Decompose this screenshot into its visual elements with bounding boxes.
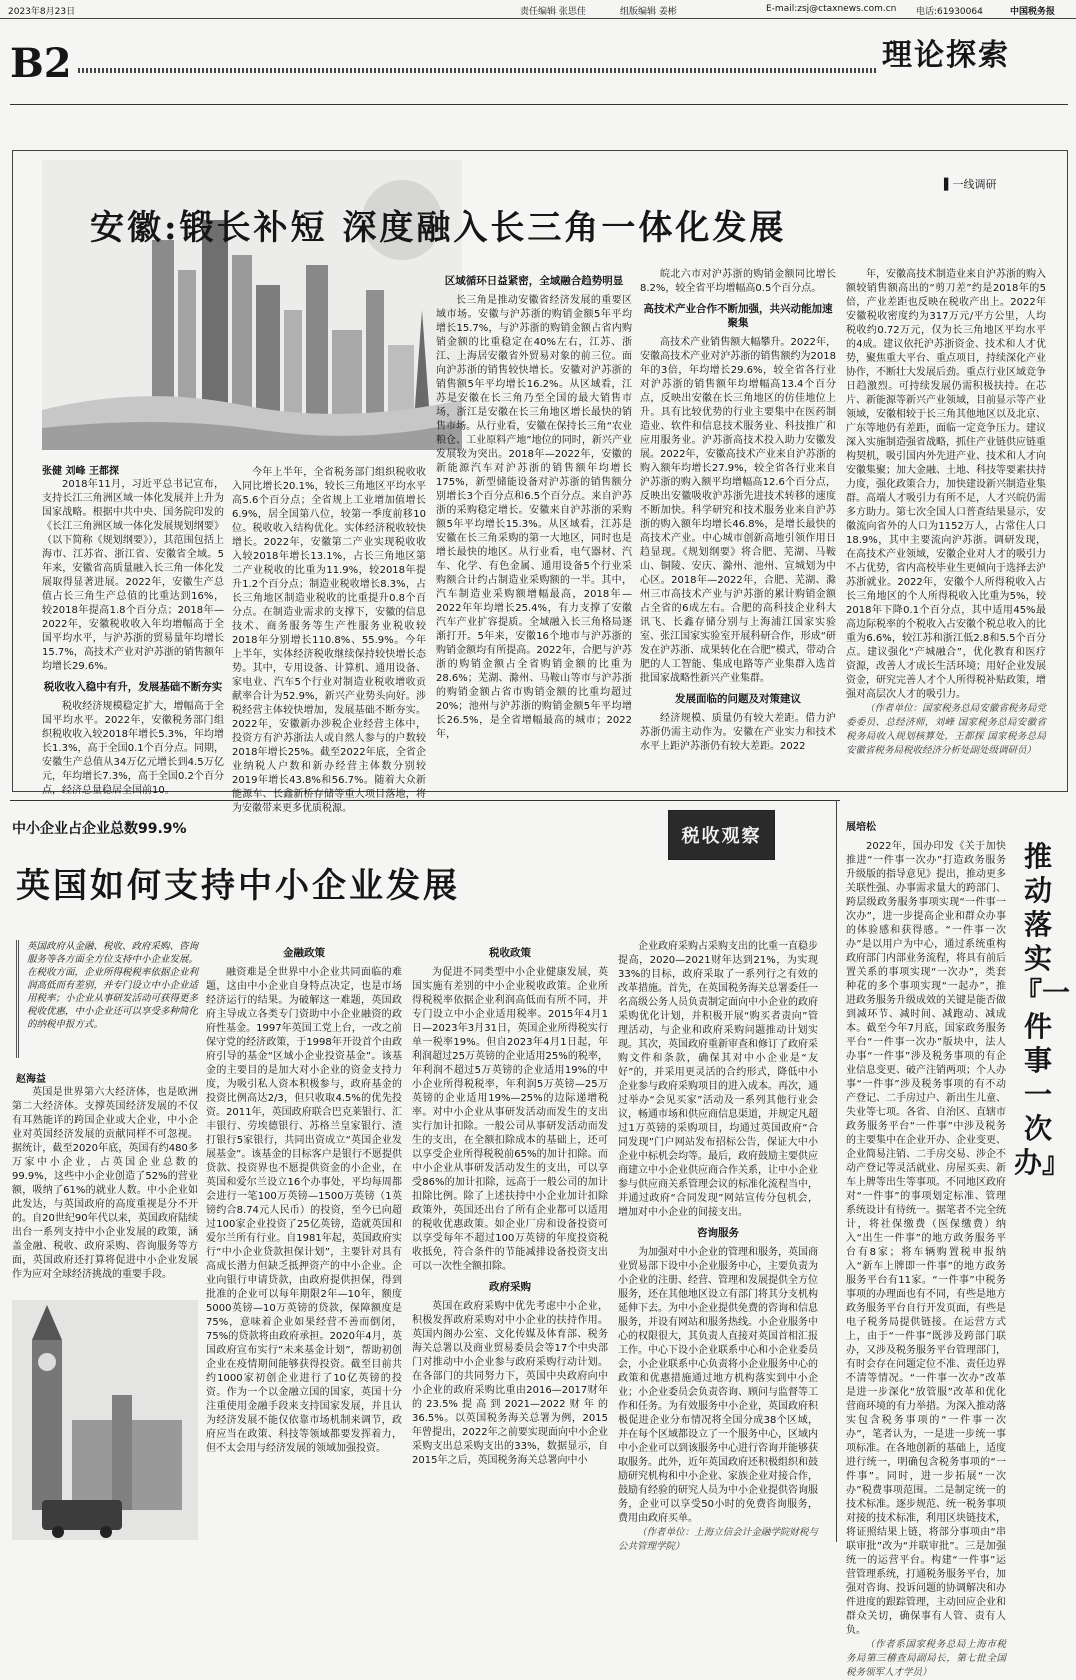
masthead-bar	[0, 0, 1076, 19]
upper-col-2	[232, 466, 426, 814]
lower-byline: 赵海益	[16, 1074, 46, 1085]
right-title-text: 推动落实『一件事一次办』	[1014, 840, 1071, 1179]
section-heading: 区域循环日益紧密，全域融合趋势明显	[444, 275, 624, 287]
article-abstract: 英国政府从金融、税收、政府采购、咨询服务等各方面全方位支持中小企业发展。在税收方面，企业所得税税率依据企业利润高低而有差别，并专门设立中小企业适用税率；小企业从事研发活动可获得更多税收优惠，中小企业还可以享受多种简化的纳税申报方式。	[16, 940, 203, 1058]
section-heading: 高技术产业合作不断加强，共兴动能加速聚集	[643, 303, 833, 329]
paragraph: 高技术产业销售额大幅攀升。2022年，安徽高技术产业对沪苏浙的销售额约为2018年的3倍，年均增长29.6%，较全省各行业对沪苏浙的销售额年均增幅高13.4个百分点，反映出安徽在长三角地区的仿佳地位上升。具有比较优势的行业主要集中在医药制造业、软件和信息技术服务业、科技推广和应用服务业。沪苏浙高技术投入助力安徽发展。2022年，安徽高技术产业来自沪苏浙的购入额年均增长27.9%，较全省各行业来自沪苏浙的购入额平均增幅高12.6个百分点，反映出安徽吸收沪苏浙先进技术转移的速度不断加快。科学研究和技术服务业来自沪苏浙的购入额年均增长46.8%，是增长最快的高技术产业。中心城市创新高地引领作用日趋显现。《规划纲要》将合肥、芜湖、马鞍山、铜陵、安庆、滁州、池州、宣城划为中心区。2018年—2022年，合肥、芜湖、滁州三市高技术产业与沪苏浙的累计购销金额占全省的6成左右。合肥的高科技企业科大讯飞、长鑫存储分别与上海浦江国家实验室、张江国家实验室开展科研合作，形成“研发在沪苏浙、成果转化在合肥”模式，带动合肥的人工智能、集成电路等产业集群入选首批国家战略性新兴产业集群。	[640, 337, 836, 684]
section-title: 理论探索	[882, 38, 1010, 73]
section-heading: 金融政策	[283, 947, 325, 959]
divider	[10, 800, 840, 801]
section-heading: 政府采购	[489, 1281, 531, 1293]
masthead-paper: 中国税务报	[1010, 7, 1056, 17]
masthead-email: E-mail:zsj@ctaxnews.com.cn	[766, 4, 897, 14]
column-rule	[836, 800, 837, 1542]
masthead-phone: 电话:61930064	[916, 7, 983, 17]
paragraph: 2022年，国办印发《关于加快推进“一件事一次办”打造政务服务升级版的指导意见》提出，推动更多关联性强、办事需求量大的跨部门、跨层级政务服务事项实现“一件事一次办”，进一步提高企业和群众办事的体验感和获得感。“一件事一次办”是以用户为中心，通过系统重构政府部门内部业务流程，将具有前后置关系的事项实现“一次办”，类套种花的多个事项实现“一起办”，推进政务服务升级成效的关键是能否做到减环节、减时间、减跑动、减成本。截至今年7月底，国家政务服务平台“一件事一次办”版块中，法人办事“一件事”涉及税务事项的有企业信息变更、破产注销两项；个人办事“一件事”涉及税务事项的有不动产登记、二手房过户、新出生儿童、失业等七项。各省、自治区、直辖市政务服务平台“一件事”中涉及税务的主要集中在企业开办、企业变更、企业简易注销、二手房交易、涉企不动产登记等灵活就业、房屋买卖、新车上牌等出生等事项。不同地区政府对“一件事”的事项划定标准、管理系统设计有待统一。据笔者不完全统计，将社保缴费（医保缴费）纳入“出生一件事”的地方政务服务平台有8家；将车辆购置税申报纳入“新车上牌即一件事”的地方政务服务平台有11家。“一件事”中税务事项的办理面也有不同，有些是地方政务服务平台自行开发页面，有些是电子税务局提供链接。在运营方式上，由于“一件事”既涉及跨部门联办，又涉及税务服务平台管理部门，有时会存在问题定位不准、责任边界不清等情况。“一件事一次办”改革是进一步深化“放管服”改革和优化营商环境的有力举措。为深入推动落实包含税务事项的“一件事一次办”，笔者认为，一是进一步统一事项标准。在各地创新的基础上，适度进行统一，明确包含税务事项的“一件事”。同时，进一步拓展“一次办”税费事项范围。二是制定统一的技术标准。逐步规范、统一税务事项对接的技术标准，利用区块链技术，将证照结果上链，将部分事项由“串联审批”改为“并联审批”。三是加强统一的运营平台。构建“一件事”运营管理系统，打通税务服务平台，加强对咨询、投诉问题的协调解决和办件进度的跟踪管理，主动回应企业和群众关切，确保事有人管、责有人负。	[846, 841, 1006, 1636]
upper-col-3	[436, 268, 632, 786]
upper-col-5	[846, 268, 1046, 786]
author-note: （作者单位：上海立信会计金融学院财税与公共管理学院）	[618, 1527, 818, 1552]
lower-col-4	[618, 940, 818, 1552]
page-code: B2	[10, 40, 72, 87]
author-note: （作者单位：国家税务总局安徽省税务局党委委员、总经济师，刘峰 国家税务总局安徽省税务局收入规划核算处，王都探 国家税务总局安徽省税务局税收经济分析处副处级调研员）	[846, 703, 1046, 756]
paragraph: 英国在政府采购中优先考虑中小企业，积极发挥政府采购对中小企业的扶持作用。英国内阁办公室、文化传媒及体育部、税务海关总署以及商业贸易委员会等17个中央部门对推动中小企业参与政府采购行动计划。在各部门的共同努力下，英国中央政府向中小企业的政府采购比重由2016—2017财年的23.5%提高到2021—2022财年的36.5%。以英国税务海关总署为例，2015年曾提出，2022年之前要实现面向中小企业采购支出总采购支出的33%，数据显示，自2015年之后，英国税务海关总署向中小	[412, 1301, 608, 1466]
paragraph: 皖北六市对沪苏浙的购销金额同比增长8.2%，较全省平均增幅高0.5个百分点。	[640, 269, 836, 294]
paragraph: 为促进不同类型中小企业健康发展，英国实施有差别的中小企业税收政策。企业所得税税率依据企业利润高低而有所不同，并专门设立中小企业适用税率。2015年4月1日—2023年3月31日，英国企业所得税实行单一税率19%。但自2023年4月1日起，年利润超过25万英镑的企业适用25%的税率，年利润不超过5万英镑的企业适用19%的中小企业所得税税率，年利润5万英镑—25万英镑的企业适用19%—25%的边际递增税率。对中小企业从事研发活动而发生的支出实行加计扣除。一般公司从事研发活动而发生的支出，在全额扣除成本的基础上，还可以享受企业所得税税前65%的加计扣除。而中小企业从事研发活动发生的支出，可以享受86%的加计扣除，远高于一般公司的加计扣除比例。除了上述扶持中小企业加计扣除政策外，英国还出台了所有企业都可以适用的税收优惠政策。如企业厂房和设备投资可以享受每年不超过100万英镑的年度投资税收抵免，符合条件的节能减排设备投资支出可以一次性全额扣除。	[412, 967, 608, 1272]
column-tag-label: 一线调研	[952, 178, 997, 191]
paragraph: 融资难是全世界中小企业共同面临的难题，这由中小企业自身特点决定，也是市场经济运行的结果。为破解这一难题，英国政府主导成立各类专门资助中小企业融资的政府性基金。1997年英国工党上台，一改之前保守党的经济政策，于1998年开设首个由政府引导的基金“区域小企业投资基金”。该基金的主要目的是加大对小企业的资金支持力度，为吸引私人资本积极参与，政府基金的投资比例高达2/3，但只收取4.5%的优先投资。2011年，英国政府联合巴克莱银行、汇丰银行、劳埃德银行、苏格兰皇家银行、渣打银行5家银行，共同出资成立“英国企业发展基金”。该基金的目标客户是银行不愿提供贷款、投资界也不愿提供资金的小企业，在英国和爱尔兰设立16个办事处，平均每周都会进行一笔100万英镑—1500万英镑（1英镑约合8.74元人民币）的投资，至今已向超过100家企业投资了25亿英镑，造就英国和爱尔兰所有行业。自1981年起，英国政府实行“中小企业贷款担保计划”，主要针对具有高成长潜力但缺乏抵押资产的中小企业。企业向银行申请贷款，由政府提供担保，得到批准的企业可以每年期限2年—10年，额度5000英镑—10万英镑的贷款，保障额度是75%，意味着企业如果经营不善而倒闭，75%的贷款将由政府承担。2020年4月，英国政府宣布实行“未来基金计划”，帮助初创企业在疫情期间能够获得投资。截至目前共约1000家初创企业进行了10亿英镑的投资。作为一个以金融立国的国家，英国十分注重使用金融手段来支持国家发展，并且认为经济发展不能仅依靠市场机制来调节，政府应当在政策、科技等领域都要发挥着力，但不太会用与经济发展的领域加强投资。	[206, 967, 402, 1454]
upper-byline: 张健 刘峰 王都探	[42, 466, 119, 477]
paragraph: 英国是世界第六大经济体，也是欧洲第二大经济体。支撑英国经济发展的不仅有耳熟能详的跨国企业或大企业，中小企业对英国经济发展的贡献同样不可忽视。据统计，截至2020年底，英国有约480多万家中小企业，占英国企业总数的99.9%，这些中小企业创造了52%的营业额，吸纳了61%的就业人数。中小企业如此发达，与英国政府的高度重视是分不开的。自20世纪90年代以来，英国政府陆续出台一系列支持中小企业发展的政策，涵盖金融、税收、政府采购、咨询服务等方面，英国政府还打算将促进中小企业发展作为应对全球经济挑战的重要手段。	[12, 1087, 198, 1280]
right-title	[1014, 840, 1071, 1180]
section-heading: 税收收入稳中有升，发展基础不断夯实	[43, 681, 223, 693]
upper-col-1	[42, 478, 224, 796]
masthead-editor: 责任编辑 张思佳	[520, 7, 586, 17]
paragraph: 企业政府采购占采购支出的比重一直稳步提高，2020—2021财年达到21%，为实现33%的目标，政府采取了一系列行之有效的改革措施。首先，在英国税务海关总署委任一名高级公务人员负责制定面向中小企业的政府采购优化计划，并积极开展“购买者责向”管理活动，与企业和政府采购问题推动计划实现。其次，英国政府重新审查和修订了政府采购文件和条款，确保其对中小企业是“友好”的，并采用更灵活的合约形式，降低中小企业参与政府采购项目的进入成本。再次，通过举办“会见买家”活动及一系列其他行业会议，畅通市场和供应商信息渠道，并规定凡超过1万英镑的采购项目，均通过英国政府“合同发现”门户网站发布招标公告，保证大中小企业中标机会均等。最后，政府鼓励主要供应商建立中小企业供应商合作关系，让中小企业参与供应商关系管理会议的标准化流程当中，并通过政府“合同发现”网站宣传分包机会，增加对中小企业的间接支出。	[618, 941, 818, 1218]
column-tag: ▌一线调研	[944, 178, 997, 191]
page-rule	[78, 68, 878, 73]
masthead-date: 2023年8月23日	[8, 7, 76, 17]
lower-col-3	[412, 940, 608, 1540]
masthead-layout: 组版编辑 姜彬	[620, 7, 677, 17]
section-heading: 税收政策	[489, 947, 531, 959]
paragraph: 长三角是推动安徽省经济发展的重要区域市场。安徽与沪苏浙的购销金额5年平均增长15.7%，与沪苏浙的购销金额占省内购销金额的比重稳定在40%左右，江苏、浙江、上海居安徽省外贸易对象的前三位。面向沪苏浙的销售较快增长。安徽对沪苏浙的销售额5年平均增长16.2%。从区域看，江苏是安徽在长三角乃至全国的最大销售市场，浙江是安徽在长三角地区增长最快的销售市场。从行业看，安徽在保持长三角“农业粮仓、工业原料产地”地位的同时，新兴产业发展较为突出。2018年—2022年，安徽的新能源汽车对沪苏浙的销售额年均增长175%，新型储能设备对沪苏浙的销售额分别增长3个百分点和6.5个百分点。来自沪苏浙的采购稳定增长。安徽来自沪苏浙的采购额5年平均增长15.3%。从区域看，江苏是安徽在长三角采购的第一大地区，同时也是增长最快的地区。从行业看，电气器材、汽车、化学、有色金属、通用设备5个行业采购额合计约占制造业采购额的一半。其中，汽车制造业采购额增幅最高，2018年—2022年年均增长25.4%，有力支撑了安徽汽车产业扩容提质。全域融入长三角格局逐渐打开。5年来，安徽16个地市与沪苏浙的购销金额均有所提高。2022年，合肥与沪苏浙的购销金额占全省购销金额的比重为28.6%；芜湖、滁州、马鞍山等市与沪苏浙的购销金额占省市购销金额的比重均超过20%；池州与沪苏浙的购销金额5年平均增长26.5%，是全省增幅最高的城市；2022年，	[436, 295, 632, 740]
paragraph: 2018年11月，习近平总书记宣布，支持长江三角洲区域一体化发展并上升为国家战略。根据中共中央、国务院印发的《长江三角洲区域一体化发展规划纲要》（以下简称《规划纲要》），其范围包括上海市、江苏省、浙江省、安徽省全域。5年来，安徽省高质量融入长三角一体化发展取得显著进展。2022年，安徽生产总值占长三角生产总值的比重达到16%，较2018年提高1.8个百分点；2018年—2022年，安徽税收收入年均增幅高于全国平均水平，与沪苏浙的贸易量年均增长15.7%，高技术产业对沪苏浙的销售额年均增长29.6%。	[42, 479, 224, 672]
paragraph: 为加强对中小企业的管理和服务，英国商业贸易部下设中小企业服务中心，主要负责为小企业的注册、经营、管理和发展提供全方位服务，还在其他地区设立有部门将其分支机构延伸下去。为中小企业提供免费的咨询和信息服务，并设有网站和服务热线。小企业服务中心的权限很大，其负责人直接对英国首相汇报工作。中心下设小企业联系中心和小企业委员会，小企业联系中心负责将小企业服务中心的政策和优惠措施通过地方机构落实到中小企业；小企业委员会负责咨询、顾问与监督等工作和任务。为有效服务中小企业，英国政府积极促进企业分布情况将全国分成38个区域，并在每个区域都设立了一个服务中心，区域内中小企业可以到该服务中心进行咨询并能够获取服务。此外，近年英国政府还积极组织和鼓励研究机构和中小企业、家族企业对接合作，鼓励有经验的研究人员为中小企业提供咨询服务，企业可以享受50小时的免费咨询服务，费用由政府买单。	[618, 1247, 818, 1524]
lower-title: 英国如何支持中小企业发展	[16, 866, 460, 906]
lower-col-1	[12, 1086, 198, 1296]
author-note: （作者系国家税务总局上海市税务局第三稽查局副局长，第七批全国税务领军人才学员）	[846, 1639, 1006, 1678]
lower-col-2	[206, 940, 402, 1540]
section-heading: 发展面临的问题及对策建议	[675, 693, 801, 705]
big-ben-icon	[12, 1300, 198, 1540]
upper-col-4	[640, 268, 836, 786]
column-stamp: 税收观察	[668, 810, 775, 860]
paragraph: 年，安徽高技术制造业来自沪苏浙的购入额较销售额高出的“剪刀差”约是2018年的5倍，产业差距也反映在税收产出上。2022年安徽税收密度约为317万元/平方公里，人均税收约0.72万元，仅为长三角地区平均水平的4成。建议依托沪苏浙资金、技术和人才优势，聚焦重大平台、重点项目，持续深化产业协作，不断壮大发展后劲。重点行业区域竞争日趋激烈。可持续发展仍需积极扶持。在芯片、新能源等新兴产业领域，目前显示等产业领域，安徽相较于长三角其他地区以及北京、广东等地仍有差距，面临一定竞争压力。建议深入实施制造强省战略，抓住产业链供应链重构契机，吸引国内外先进产业、技术和人才向安徽集聚；加大金融、土地、科技等要素扶持力度，强化政策合力，加快建设新兴制造业集群。高端人才吸引力有所不足，人才兴皖仍需多方助力。第七次全国人口普查结果显示，安徽流向省外的人口为1152万人，占常住人口18.9%，其中主要流向沪苏浙。调研发现，在高技术产业领域，安徽企业对人才的吸引力不占优势，省内高校毕业生更倾向于选择去沪苏浙就业。2022年，安徽个人所得税收入占长三角地区的个人所得税收入比重为5%，较2018年下降0.1个百分点，其中适用45%最高边际税率的个税收入占安徽个税总收入的比重为6.6%，较江苏和浙江低2.8和5.5个百分点。建议强化“产城融合”，优化教育和医疗资源，改善人才成长生活环境；用好企业发展资金，研究完善人才个人所得税补贴政策，增强对高层次人才的吸引力。	[846, 269, 1046, 700]
london-illustration	[12, 1300, 198, 1540]
section-heading: 咨询服务	[697, 1227, 739, 1239]
paragraph: 税收经济规模稳定扩大，增幅高于全国平均水平。2022年，安徽税务部门组织税收收入较2018年增长5.3%，年均增长1.3%，高于全国0.1个百分点。同期，安徽生产总值从34万亿元增长到4.5万亿元，年均增长7.3%，高于全国0.2个百分点，经济总量稳居全国前10。	[42, 701, 224, 796]
lower-subtitle: 中小企业占企业总数99.9%	[12, 821, 187, 837]
divider	[10, 104, 1068, 105]
paragraph: 经济规模、质量仍有较大差距。借力沪苏浙仍需主动作为。安徽在产业实力和技术水平上距沪苏浙仍有较大差距。2022	[640, 713, 836, 752]
upper-headline: 安徽:锻长补短 深度融入长三角一体化发展	[90, 208, 787, 248]
right-byline: 展培松	[846, 822, 876, 833]
paragraph: 今年上半年，全省税务部门组织税收收入同比增长20.1%，较长三角地区平均水平高5.6个百分点；全省规上工业增加值增长6.9%，居全国第八位，较第一季度前移10位。税收收入结构优化。实体经济税收较快增长。2022年，安徽第二产业实现税收收入较2018年增长13.1%，占长三角地区第二产业税收的比重为11.9%，较2018年提升1.2个百分点；制造业税收增长8.3%，占长三角地区制造业税收的比重提升0.8个百分点。在制造业需求的支撑下，安徽的信息技术、商务服务等生产性服务业税收较2018年分别增长110.8%、55.9%。今年上半年，实体经济税收继续保持较快增长态势。其中，专用设备、计算机、通用设备、家电业、汽车5个行业对制造业税收增收贡献率合计为52.9%，新兴产业势头向好。涉税经营主体较快增加，发展基础不断夯实。2022年，安徽新办涉税企业经营主体中，投资方有沪苏浙法人或自然人参与的户数较2018年增长25%。截至2022年底，全省企业纳税人户数和新办经营主体数分别较2019年增长43.8%和56.7%。随着大众新能源车、长鑫新桥存储等重大项目落地，将为安徽带来更多优质税源。	[232, 467, 426, 814]
right-col	[846, 840, 1006, 1678]
